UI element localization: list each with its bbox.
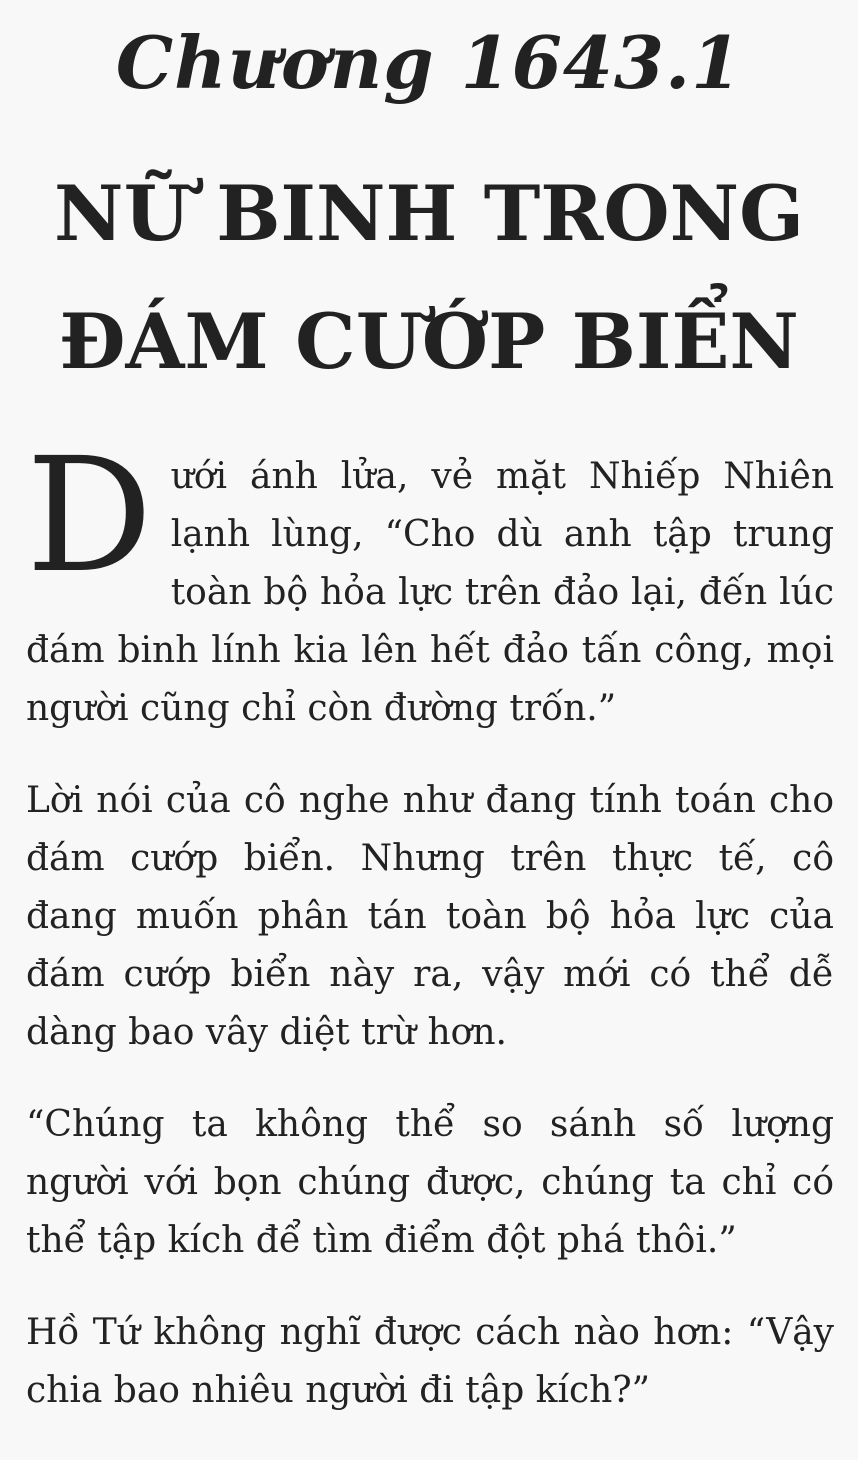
drop-cap: D bbox=[26, 424, 153, 608]
paragraph-1-text: ưới ánh lửa, vẻ mặt Nhiếp Nhiên lạnh lùng, “Cho dù anh tập trung toàn bộ hỏa lực trên đảo lại, đến lúc đám binh lính kia lên hết đảo tấn công, mọi người cũng chỉ còn đường trốn.” bbox=[26, 456, 834, 729]
chapter-body bbox=[26, 424, 834, 1454]
paragraph-2: Lời nói của cô nghe như đang tính toán cho đám cướp biển. Nhưng trên thực tế, cô đang muốn phân tán toàn bộ hỏa lực của đám cướp biển này ra, vậy mới có thể dễ dàng bao vây diệt trừ hơn. bbox=[26, 780, 834, 1053]
paragraph-4: Hồ Tứ không nghĩ được cách nào hơn: “Vậy chia bao nhiêu người đi tập kích?” bbox=[26, 1312, 834, 1411]
chapter-title-line-1: NỮ BINH TRONG bbox=[53, 169, 805, 258]
chapter-title-line-2: ĐÁM CƯỚP BIỂN bbox=[59, 297, 799, 386]
chapter-number: Chương 1643.1 bbox=[115, 20, 743, 105]
paragraph-1 bbox=[26, 424, 834, 738]
paragraph-3: “Chúng ta không thể so sánh số lượng người với bọn chúng được, chúng ta chỉ có thể tập kích để tìm điểm đột phá thôi.” bbox=[26, 1104, 834, 1261]
chapter-title bbox=[0, 150, 858, 406]
